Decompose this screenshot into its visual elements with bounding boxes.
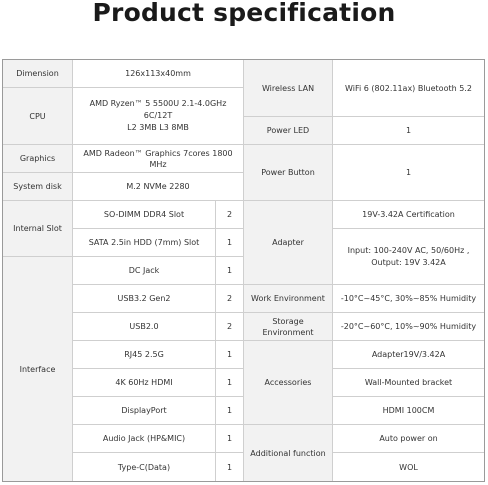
interface-count: 1 [216, 397, 244, 425]
work-environment-label: Work Environment [244, 285, 333, 313]
interface-count: 1 [216, 341, 244, 369]
page-title: Product specification [92, 0, 396, 27]
interface-item: RJ45 2.5G [73, 341, 216, 369]
storage-environment-label: Storage Environment [244, 313, 333, 341]
interface-count: 1 [216, 257, 244, 285]
interface-count: 2 [216, 285, 244, 313]
storage-environment-value: -20°C~60°C, 10%~90% Humidity [333, 313, 484, 341]
wireless-lan-value: WiFi 6 (802.11ax) Bluetooth 5.2 [333, 60, 484, 117]
work-environment-value: -10°C~45°C, 30%~85% Humidity [333, 285, 484, 313]
cpu-label: CPU [3, 88, 73, 145]
accessory-item: Adapter19V/3.42A [333, 341, 484, 369]
internal-slot-count: 1 [216, 229, 244, 257]
interface-item: Type-C(Data) [73, 453, 216, 481]
internal-slot-label: Internal Slot [3, 201, 73, 257]
internal-slot-item: SO-DIMM DDR4 Slot [73, 201, 216, 229]
adapter-input: Input: 100-240V AC, 50/60Hz , [347, 245, 470, 255]
wireless-lan-label: Wireless LAN [244, 60, 333, 117]
interface-item: USB2.0 [73, 313, 216, 341]
power-button-value: 1 [333, 145, 484, 201]
interface-item: Audio Jack (HP&MIC) [73, 425, 216, 453]
adapter-input-output [333, 229, 484, 285]
power-led-value: 1 [333, 117, 484, 145]
cpu-value-line2: L2 3MB L3 8MB [127, 123, 189, 132]
internal-slot-item: SATA 2.5in HDD (7mm) Slot [73, 229, 216, 257]
spec-table [2, 59, 485, 482]
internal-slot-count: 2 [216, 201, 244, 229]
system-disk-label: System disk [3, 173, 73, 201]
interface-count: 1 [216, 369, 244, 397]
interface-count: 2 [216, 313, 244, 341]
interface-count: 1 [216, 425, 244, 453]
adapter-certification: 19V-3.42A Certification [333, 201, 484, 229]
interface-item: DC Jack [73, 257, 216, 285]
accessory-item: HDMI 100CM [333, 397, 484, 425]
graphics-label: Graphics [3, 145, 73, 173]
additional-function-label: Additional function [244, 425, 333, 481]
power-led-label: Power LED [244, 117, 333, 145]
dimension-value: 126x113x40mm [73, 60, 244, 88]
accessory-item: Wall-Mounted bracket [333, 369, 484, 397]
additional-function-item: WOL [333, 453, 484, 481]
adapter-output: Output: 19V 3.42A [371, 257, 446, 267]
interface-item: 4K 60Hz HDMI [73, 369, 216, 397]
interface-label: Interface [3, 257, 73, 481]
interface-item: DisplayPort [73, 397, 216, 425]
system-disk-value: M.2 NVMe 2280 [73, 173, 244, 201]
cpu-value-line1: AMD Ryzen™ 5 5500U 2.1-4.0GHz 6C/12T [89, 99, 227, 120]
cpu-value [73, 88, 244, 145]
graphics-value: AMD Radeon™ Graphics 7cores 1800 MHz [73, 145, 244, 173]
power-button-label: Power Button [244, 145, 333, 201]
additional-function-item: Auto power on [333, 425, 484, 453]
accessories-label: Accessories [244, 341, 333, 425]
interface-count: 1 [216, 453, 244, 481]
dimension-label: Dimension [3, 60, 73, 88]
adapter-label: Adapter [244, 201, 333, 285]
interface-item: USB3.2 Gen2 [73, 285, 216, 313]
